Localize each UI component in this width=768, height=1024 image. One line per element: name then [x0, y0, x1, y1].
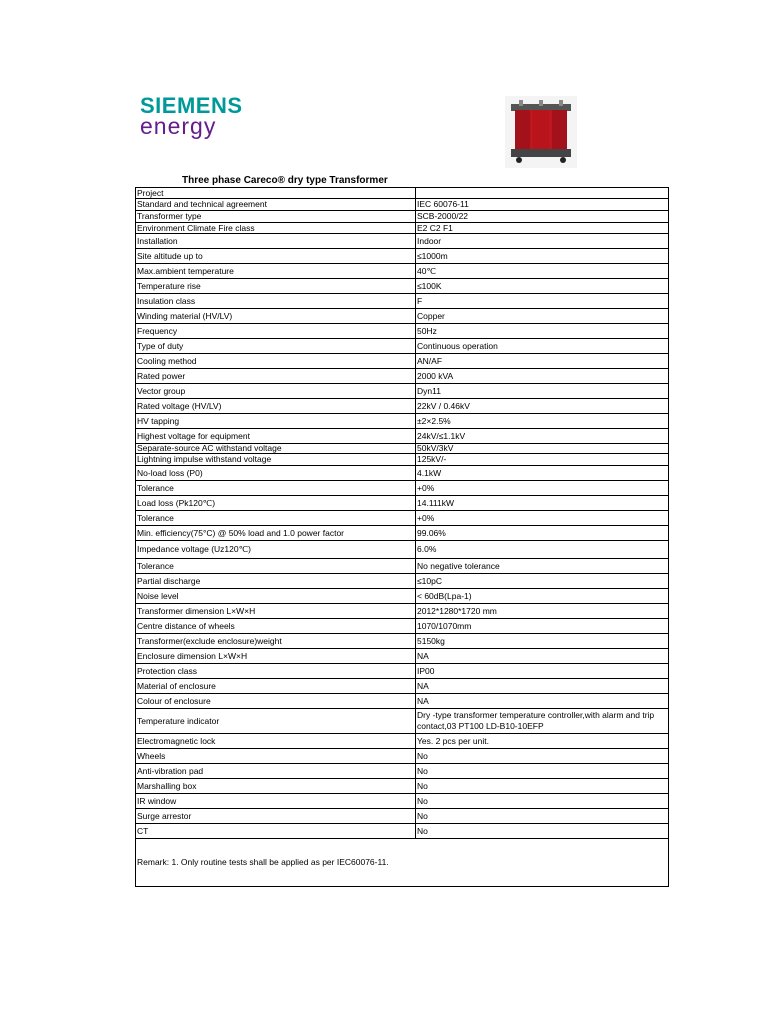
remark-row — [136, 839, 669, 887]
parameter-cell: Impedance voltage (Uz120℃) — [136, 541, 416, 559]
table-row — [136, 779, 669, 794]
parameter-cell: Highest voltage for equipment — [136, 429, 416, 444]
parameter-cell: Surge arrestor — [136, 809, 416, 824]
value-cell: 24kV/≤1.1kV — [416, 429, 669, 444]
value-cell: 1070/1070mm — [416, 619, 669, 634]
value-cell: No — [416, 749, 669, 764]
transformer-photo-icon — [505, 96, 577, 168]
value-cell: 22kV / 0.46kV — [416, 399, 669, 414]
table-row — [136, 309, 669, 324]
table-row — [136, 664, 669, 679]
table-row — [136, 339, 669, 354]
table-row — [136, 481, 669, 496]
table-row — [136, 526, 669, 541]
parameter-cell: Insulation class — [136, 294, 416, 309]
value-cell: Yes. 2 pcs per unit. — [416, 734, 669, 749]
parameter-cell: Rated power — [136, 369, 416, 384]
parameter-cell: Centre distance of wheels — [136, 619, 416, 634]
parameter-cell: Max.ambient temperature — [136, 264, 416, 279]
value-cell: < 60dB(Lpa-1) — [416, 589, 669, 604]
table-row — [136, 279, 669, 294]
value-cell: 6.0% — [416, 541, 669, 559]
table-row — [136, 369, 669, 384]
parameter-cell: Site altitude up to — [136, 249, 416, 264]
parameter-cell: Transformer(exclude enclosure)weight — [136, 634, 416, 649]
value-cell: Continuous operation — [416, 339, 669, 354]
value-cell: NA — [416, 649, 669, 664]
value-cell: No — [416, 809, 669, 824]
parameter-cell: Tolerance — [136, 481, 416, 496]
specification-table — [135, 187, 669, 887]
table-row — [136, 709, 669, 734]
value-cell: 2012*1280*1720 mm — [416, 604, 669, 619]
value-cell: E2 C2 F1 — [416, 223, 669, 234]
parameter-cell: Winding material (HV/LV) — [136, 309, 416, 324]
parameter-cell: Protection class — [136, 664, 416, 679]
table-row — [136, 679, 669, 694]
parameter-cell: Type of duty — [136, 339, 416, 354]
value-cell: Dry -type transformer temperature controller,with alarm and trip contact,03 PT100 LD-B10-10EFP — [416, 709, 669, 734]
table-row — [136, 234, 669, 249]
parameter-cell: Separate-source AC withstand voltage — [136, 444, 416, 454]
parameter-cell: Standard and technical agreement — [136, 199, 416, 211]
parameter-cell: Cooling method — [136, 354, 416, 369]
logo-siemens: SIEMENS — [140, 93, 243, 118]
parameter-cell: Installation — [136, 234, 416, 249]
parameter-cell: Min. efficiency(75°C) @ 50% load and 1.0 power factor — [136, 526, 416, 541]
parameter-cell: Partial discharge — [136, 574, 416, 589]
table-row — [136, 764, 669, 779]
value-cell: 50kV/3kV — [416, 444, 669, 454]
table-row — [136, 354, 669, 369]
parameter-cell: Temperature indicator — [136, 709, 416, 734]
parameter-cell: Transformer dimension L×W×H — [136, 604, 416, 619]
table-row — [136, 249, 669, 264]
value-cell: No — [416, 824, 669, 839]
parameter-cell: Project — [136, 188, 416, 199]
parameter-cell: Material of enclosure — [136, 679, 416, 694]
parameter-cell: Enclosure dimension L×W×H — [136, 649, 416, 664]
table-row — [136, 264, 669, 279]
table-row — [136, 496, 669, 511]
table-row — [136, 223, 669, 234]
table-row — [136, 619, 669, 634]
table-row — [136, 511, 669, 526]
parameter-cell: CT — [136, 824, 416, 839]
table-row — [136, 414, 669, 429]
parameter-cell: Transformer type — [136, 211, 416, 223]
parameter-cell: Frequency — [136, 324, 416, 339]
parameter-cell: Anti-vibration pad — [136, 764, 416, 779]
parameter-cell: Load loss (Pk120℃) — [136, 496, 416, 511]
table-row — [136, 559, 669, 574]
table-row — [136, 384, 669, 399]
parameter-cell: Marshalling box — [136, 779, 416, 794]
table-row — [136, 634, 669, 649]
value-cell: ≤100K — [416, 279, 669, 294]
table-row — [136, 444, 669, 454]
table-row — [136, 589, 669, 604]
table-row — [136, 324, 669, 339]
parameter-cell: Electromagnetic lock — [136, 734, 416, 749]
parameter-cell: IR window — [136, 794, 416, 809]
value-cell: No negative tolerance — [416, 559, 669, 574]
value-cell: No — [416, 764, 669, 779]
value-cell: +0% — [416, 481, 669, 496]
table-row — [136, 604, 669, 619]
table-row — [136, 429, 669, 444]
logo-energy: energy — [140, 113, 217, 139]
table-row — [136, 466, 669, 481]
parameter-cell: Temperature rise — [136, 279, 416, 294]
value-cell: F — [416, 294, 669, 309]
table-row — [136, 294, 669, 309]
table-row — [136, 749, 669, 764]
table-row — [136, 649, 669, 664]
table-row — [136, 694, 669, 709]
parameter-cell: Tolerance — [136, 559, 416, 574]
value-cell: ≤1000m — [416, 249, 669, 264]
table-row — [136, 211, 669, 223]
value-cell: IEC 60076-11 — [416, 199, 669, 211]
parameter-cell: No-load loss (P0) — [136, 466, 416, 481]
table-row — [136, 541, 669, 559]
table-row — [136, 574, 669, 589]
parameter-cell: Lightning impulse withstand voltage — [136, 454, 416, 466]
value-cell: Copper — [416, 309, 669, 324]
parameter-cell: HV tapping — [136, 414, 416, 429]
value-cell: 4.1kW — [416, 466, 669, 481]
value-cell: No — [416, 779, 669, 794]
parameter-cell: Environment Climate Fire class — [136, 223, 416, 234]
value-cell: Dyn11 — [416, 384, 669, 399]
remark-text: Remark: 1. Only routine tests shall be applied as per IEC60076-11. — [136, 839, 669, 887]
document-title: Three phase Careco® dry type Transformer — [182, 175, 388, 186]
value-cell: 99.06% — [416, 526, 669, 541]
value-cell: 50Hz — [416, 324, 669, 339]
value-cell: ±2×2.5% — [416, 414, 669, 429]
table-row — [136, 199, 669, 211]
table-row — [136, 734, 669, 749]
value-cell: No — [416, 794, 669, 809]
value-cell: NA — [416, 694, 669, 709]
value-cell: Indoor — [416, 234, 669, 249]
table-row — [136, 399, 669, 414]
value-cell: 125kV/- — [416, 454, 669, 466]
value-cell: NA — [416, 679, 669, 694]
table-row — [136, 794, 669, 809]
value-cell: 5150kg — [416, 634, 669, 649]
parameter-cell: Rated voltage (HV/LV) — [136, 399, 416, 414]
parameter-cell: Vector group — [136, 384, 416, 399]
parameter-cell: Wheels — [136, 749, 416, 764]
value-cell: 40℃ — [416, 264, 669, 279]
table-row — [136, 824, 669, 839]
value-cell: 14.111kW — [416, 496, 669, 511]
table-row — [136, 188, 669, 199]
parameter-cell: Tolerance — [136, 511, 416, 526]
value-cell: SCB-2000/22 — [416, 211, 669, 223]
value-cell: IP00 — [416, 664, 669, 679]
value-cell: 2000 kVA — [416, 369, 669, 384]
table-row — [136, 454, 669, 466]
value-cell: +0% — [416, 511, 669, 526]
value-cell: AN/AF — [416, 354, 669, 369]
value-cell — [416, 188, 669, 199]
table-row — [136, 809, 669, 824]
siemens-energy-logo — [140, 93, 243, 139]
parameter-cell: Colour of enclosure — [136, 694, 416, 709]
parameter-cell: Noise level — [136, 589, 416, 604]
value-cell: ≤10pC — [416, 574, 669, 589]
